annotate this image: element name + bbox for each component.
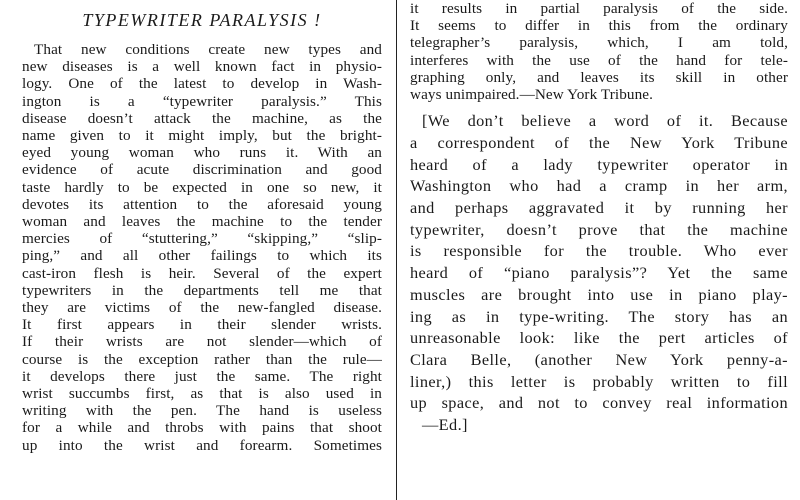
text-line: eyed young woman who runs it. With an (22, 144, 382, 162)
text-line: Clara Belle, (another New York penny-a- (410, 349, 788, 369)
source-attribution: ways unimpaired.—New York Tribune. (410, 86, 654, 104)
left-column (22, 0, 382, 500)
text-line: logy. One of the latest to develop in Wash- (22, 75, 382, 93)
right-column (410, 0, 788, 500)
text-line: heard of “piano paralysis”? Yet the same (410, 263, 788, 283)
text-line: If their wrists are not slender—which of (22, 333, 382, 351)
text-line: Washington who had a cramp in her arm, (410, 176, 788, 196)
text-line: writing with the pen. The hand is useless (22, 402, 382, 420)
text-line: unreasonable look: like the pert articles of (410, 328, 788, 348)
text-line: disease doesn’t attack the machine, as the (22, 109, 382, 127)
text-line: wrist succumbs first, as that is also used in (22, 385, 382, 403)
text-line: devotes its attention to the aforesaid young (22, 195, 382, 213)
text-line: That new conditions create new types and (34, 41, 382, 58)
editor-signature: —Ed.] (422, 415, 468, 435)
text-line: muscles are brought into use in piano play- (410, 284, 788, 304)
article-body-left (22, 41, 382, 454)
text-line: ping,” and all other failings to which its (22, 247, 382, 265)
text-line: name given to it might imply, but the bright- (22, 127, 382, 145)
text-line: [We don’t believe a word of it. Because (422, 111, 788, 131)
text-line: heard of a lady typewriter operator in (410, 154, 788, 174)
text-line: it develops there just the same. The right (22, 367, 382, 385)
article-body-right (410, 0, 788, 103)
article-title: TYPEWRITER PARALYSIS ! (82, 10, 322, 30)
text-line: course is the exception rather than the rule— (22, 350, 382, 368)
text-line: telegrapher’s paralysis, which, I am told, (410, 34, 788, 52)
text-line: taste hardly to be expected in one so new, it (22, 178, 382, 196)
text-line: typewriter, doesn’t prove that the machine (410, 219, 788, 239)
text-line: up space, and not to convey real information (410, 393, 788, 413)
column-divider (396, 0, 397, 500)
text-line: new diseases is a well known fact in physio- (22, 58, 382, 76)
text-line: a correspondent of the New York Tribune (410, 132, 788, 152)
editor-note (410, 110, 788, 436)
text-line: they are victims of the new-fangled disease. (22, 299, 382, 317)
text-line: liner,) this letter is probably written to fill (410, 371, 788, 391)
text-line: It seems to differ in this from the ordinary (410, 17, 788, 35)
text-line: cast-iron flesh is heir. Several of the expert (22, 264, 382, 282)
text-line: typewriters in the departments tell me that (22, 281, 382, 299)
text-line: and perhaps aggravated it by running her (410, 198, 788, 218)
text-line: interferes with the use of the hand for tele- (410, 51, 788, 69)
text-line: for a while and throbs with pains that shoot (22, 419, 382, 437)
text-line: ing as in type-writing. The story has an (410, 306, 788, 326)
text-line: It first appears in their slender wrists. (22, 316, 382, 334)
text-line: mercies of “stuttering,” “skipping,” “slip- (22, 230, 382, 248)
text-line: it results in partial paralysis of the side. (410, 0, 788, 17)
text-line: is responsible for the trouble. Who ever (410, 241, 788, 261)
text-line: evidence of acute discrimination and good (22, 161, 382, 179)
text-line: graphing only, and leaves its skill in other (410, 68, 788, 86)
text-line: woman and leaves the machine to the tender (22, 213, 382, 231)
text-line: ington is a “typewriter paralysis.” This (22, 92, 382, 110)
text-line: up into the wrist and forearm. Sometimes (22, 436, 382, 454)
